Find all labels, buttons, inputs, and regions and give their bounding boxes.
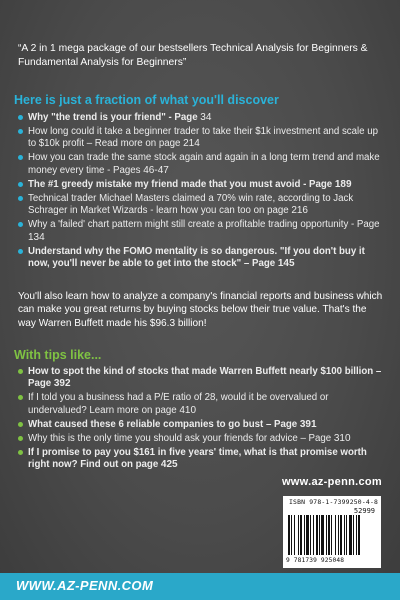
bullet-icon [18, 222, 23, 227]
section1-heading: Here is just a fraction of what you'll discover [14, 93, 279, 107]
price-code: 52999 [353, 507, 375, 515]
list-item: How to spot the kind of stocks that made Warren Buffett nearly $100 billion – Page 392 [18, 366, 384, 391]
isbn-number: ISBN 978-1-7399250-4-8 [289, 498, 379, 506]
cover-quote: “A 2 in 1 mega package of our bestsellers Technical Analysis for Beginners & Fundamental Analysis for Beginners” [18, 43, 368, 68]
list-item: Understand why the FOMO mentality is so dangerous. "If you don't buy it now, you'll never be able to get into the stock" – Page 145 [18, 246, 384, 271]
section2-heading: With tips like... [14, 348, 102, 362]
list-item: How long could it take a beginner trader to take their $1k investment and scale up to $10k profit – Read more on page 214 [18, 126, 384, 151]
section1-list [18, 112, 384, 272]
barcode-bars-icon [287, 515, 377, 557]
bullet-icon [18, 115, 23, 120]
list-item: If I promise to pay you $161 in five years' time, what is that promise worth right now? Find out on page 425 [18, 447, 384, 472]
bottom-banner [0, 573, 400, 600]
bullet-icon [18, 182, 23, 187]
bullet-icon [18, 155, 23, 160]
barcode-digits: 9 781739 925048 [286, 557, 345, 564]
list-item: Why a 'failed' chart pattern might still create a profitable trading opportunity - Page 134 [18, 219, 384, 244]
bullet-icon [18, 395, 23, 400]
intro-paragraph: You'll also learn how to analyze a company's financial reports and business which can make you great returns by buying stocks below their true value. That's the way Warren Buffett made his $96.3 billion! [18, 291, 383, 329]
list-item: Why "the trend is your friend" - Page 34 [18, 112, 384, 124]
list-item: How you can trade the same stock again and again in a long term trend and make money every time - Pages 46-47 [18, 152, 384, 177]
isbn-barcode [283, 496, 381, 568]
brand-url: WWW.AZ-PENN.COM [16, 578, 154, 593]
bullet-icon [18, 450, 23, 455]
list-item: Why this is the only time you should ask your friends for advice – Page 310 [18, 433, 384, 445]
bullet-icon [18, 129, 23, 134]
bullet-icon [18, 249, 23, 254]
section2-list [18, 366, 384, 473]
bullet-icon [18, 369, 23, 374]
list-item: The #1 greedy mistake my friend made that you must avoid - Page 189 [18, 179, 384, 191]
bullet-icon [18, 436, 23, 441]
bullet-icon [18, 196, 23, 201]
website-url: www.az-penn.com [281, 476, 382, 488]
bullet-icon [18, 422, 23, 427]
list-item: Technical trader Michael Masters claimed a 70% win rate, according to Jack Schrager in Market Wizards - learn how you can too on page 216 [18, 193, 384, 218]
list-item: If I told you a business had a P/E ratio of 28, would it be overvalued or undervalued? Learn more on page 410 [18, 392, 384, 417]
list-item: What caused these 6 reliable companies to go bust – Page 391 [18, 419, 384, 431]
